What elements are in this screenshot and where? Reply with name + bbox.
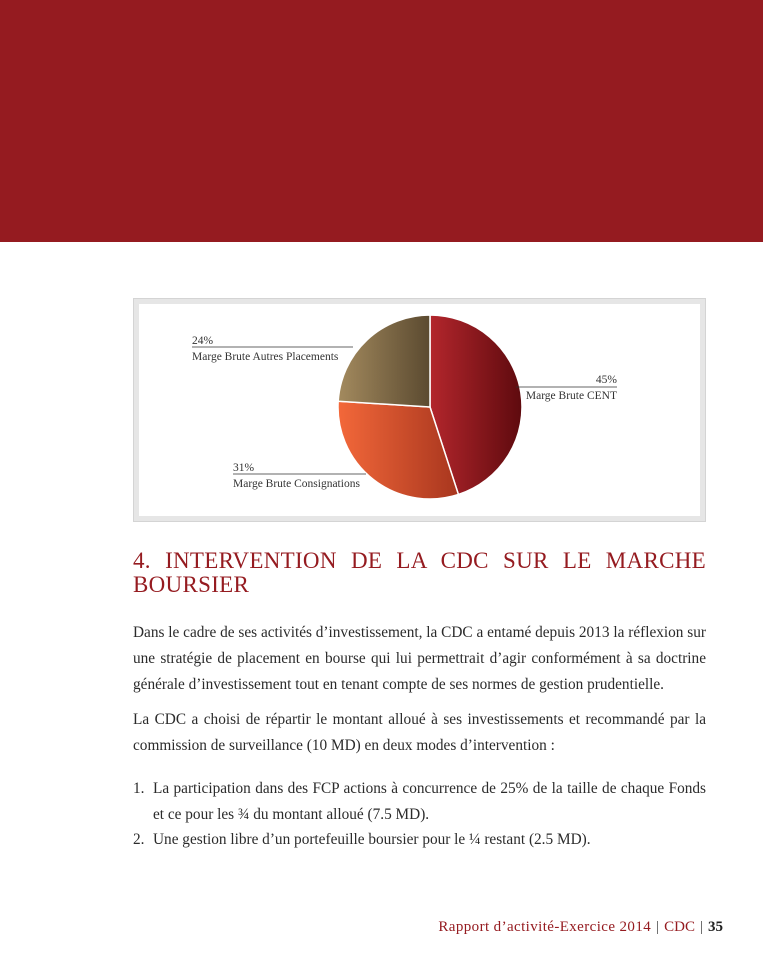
slice-label-cent: Marge Brute CENT [525, 390, 617, 402]
slice-pct-autres: 24% [192, 335, 214, 347]
paragraph-1: Dans le cadre de ses activités d’investissement, la CDC a entamé depuis 2013 la réflexion sur une stratégie de placement en bourse qui lui permettrait d’agir conformément à sa doctrine générale d’investissement tout en tenant compte de ses normes de gestion prudentielle. [133, 624, 706, 693]
section-title: 4. INTERVENTION DE LA CDC SUR LE MARCHE BOURSIER [133, 548, 706, 597]
list-item-number: 1. [133, 780, 145, 797]
pie-chart-svg [139, 304, 700, 516]
page-number: 35 [708, 919, 723, 935]
page-footer [438, 917, 723, 937]
slice-pct-consignations: 31% [233, 462, 255, 474]
footer-separator: | [699, 919, 703, 935]
list-item-number: 2. [133, 831, 145, 848]
slice-autres [338, 315, 430, 407]
header-band [0, 0, 763, 242]
slice-pct-cent: 45% [595, 374, 617, 386]
pie-chart [139, 304, 700, 516]
list-item-text: La participation dans des FCP actions à concurrence de 25% de la taille de chaque Fonds et ce pour les ¾ du montant alloué (7.5 MD). [153, 780, 706, 823]
paragraph-2: La CDC a choisi de répartir le montant alloué à ses investissements et recommandé par la commission de surveillance (10 MD) en deux modes d’intervention : [133, 711, 706, 754]
list-item-text: Une gestion libre d’un portefeuille boursier pour le ¼ restant (2.5 MD). [153, 831, 591, 848]
intervention-list [133, 776, 706, 853]
footer-separator: | [656, 919, 660, 935]
footer-org: CDC [664, 919, 695, 935]
slice-label-consignations: Marge Brute Consignations [233, 478, 360, 490]
slice-label-autres: Marge Brute Autres Placements [192, 351, 339, 363]
pie-chart-frame [133, 298, 706, 522]
footer-report-title: Rapport d’activité-Exercice 2014 [438, 919, 652, 935]
list-item [133, 776, 706, 827]
list-item [133, 827, 706, 853]
